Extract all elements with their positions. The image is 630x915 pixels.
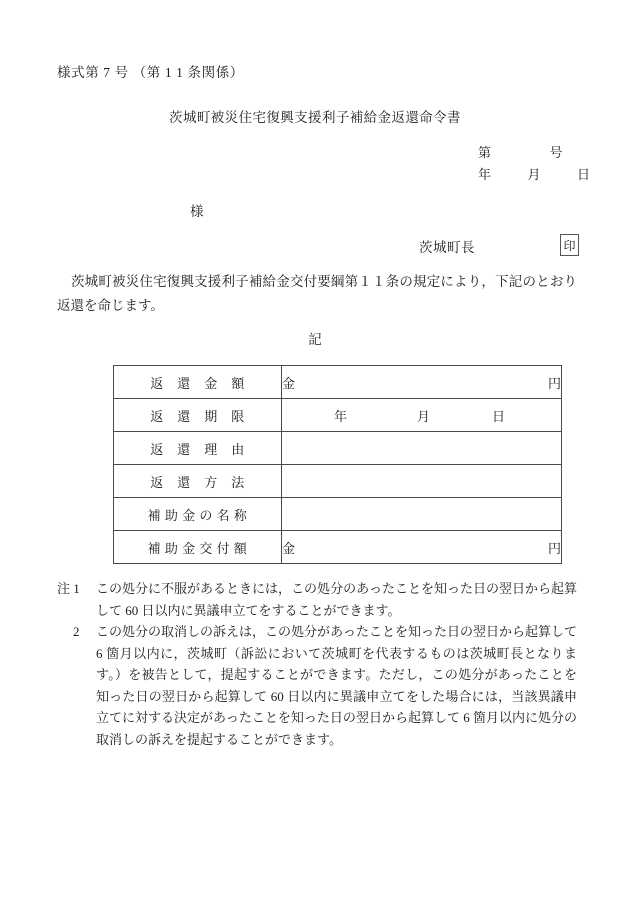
row-value[interactable] — [282, 465, 562, 498]
table-row — [114, 531, 562, 564]
refund-details-table — [113, 365, 562, 564]
ki-heading: 記 — [308, 332, 322, 347]
currency-suffix: 円 — [547, 375, 561, 391]
document-date-line — [478, 164, 590, 186]
date-year-label: 年 — [478, 167, 492, 182]
row-label: 返 還 期 限 — [114, 399, 282, 432]
row-label: 返 還 方 法 — [114, 465, 282, 498]
note-marker: 注 1 — [57, 581, 80, 596]
date-year-label: 年 — [334, 408, 348, 424]
date-month-label: 月 — [417, 408, 431, 424]
row-value[interactable] — [282, 498, 562, 531]
table-row — [114, 366, 562, 399]
body-paragraph: 茨城町被災住宅復興支援利子補給金交付要綱第１１条の規定により，下記のとおり返還を命じます。 — [57, 274, 577, 313]
date-day-label: 日 — [577, 167, 591, 182]
row-label: 補 助 金 の 名 称 — [114, 498, 282, 531]
document-number-suffix: 号 — [549, 145, 563, 160]
note-item — [57, 578, 577, 621]
note-marker: 2 — [73, 624, 80, 639]
row-value[interactable] — [282, 399, 562, 432]
currency-suffix: 円 — [547, 540, 561, 556]
date-day-label: 日 — [492, 408, 506, 424]
table-row — [114, 498, 562, 531]
document-title: 茨城町被災住宅復興支援利子補給金返還命令書 — [169, 110, 461, 125]
row-value[interactable] — [282, 531, 562, 564]
row-value[interactable] — [282, 432, 562, 465]
document-meta-block — [478, 142, 590, 186]
table-row — [114, 432, 562, 465]
issuer-name: 茨城町長 — [419, 240, 475, 255]
document-number-line — [478, 142, 590, 164]
notes-section — [57, 578, 577, 750]
table-row — [114, 399, 562, 432]
form-number-label: 様式第 7 号 （第 1 1 条関係） — [57, 65, 244, 80]
row-label: 補 助 金 交 付 額 — [114, 531, 282, 564]
date-month-label: 月 — [527, 167, 541, 182]
row-value[interactable] — [282, 366, 562, 399]
note-text: この処分に不服があるときには，この処分のあったことを知った日の翌日から起算して 60 日以内に異議申立てをすることができます。 — [96, 581, 577, 618]
currency-prefix: 金 — [282, 540, 296, 556]
table-row — [114, 465, 562, 498]
row-label: 返 還 金 額 — [114, 366, 282, 399]
seal-stamp-box: 印 — [560, 234, 579, 256]
note-item — [57, 621, 577, 750]
document-number-prefix: 第 — [478, 145, 492, 160]
addressee-honorific: 様 — [190, 204, 204, 219]
note-text: この処分の取消しの訴えは，この処分があったことを知った日の翌日から起算して 6 箇月以内に，茨城町（訴訟において茨城町を代表するものは茨城町長となります。）を被告として，提起することができます。ただし，この処分があったことを知った日の翌日から起算して 60 日以内に異議申立てをした場合には，当該異議申立てに対する決定があったことを知った日の翌日から起算して 6 箇月以内に処分の取消しの訴えを提起することができます。 — [96, 624, 577, 747]
currency-prefix: 金 — [282, 375, 296, 391]
row-label: 返 還 理 由 — [114, 432, 282, 465]
